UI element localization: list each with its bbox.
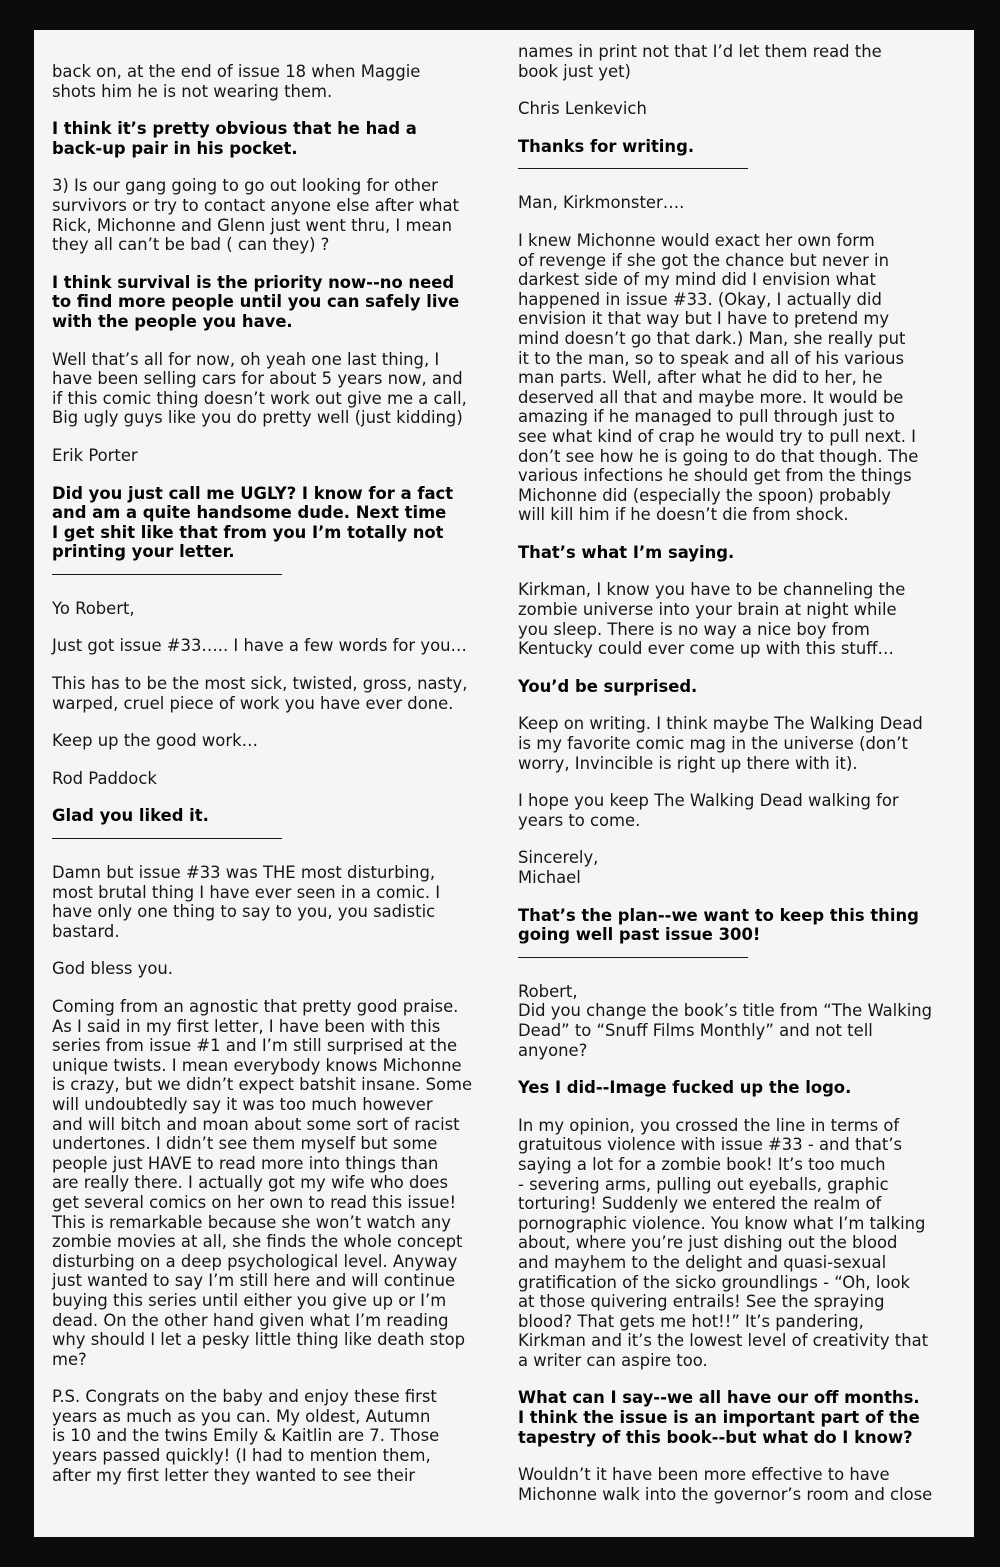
letter-paragraph: Sincerely, Michael [518,848,599,887]
editor-reply: Did you just call me UGLY? I know for a fact and am a quite handsome dude. Next time I get shit like that from you I’m totally not printing your letter. [52,483,454,562]
editor-reply: That’s the plan--we want to keep this thing going well past issue 300! [518,905,919,945]
letters-page [34,30,974,1537]
letter-paragraph: Damn but issue #33 was THE most disturbing, most brutal thing I have ever seen in a comic. I have only one thing to say to you, you sadistic bastard. [52,863,441,941]
letter-paragraph: back on, at the end of issue 18 when Maggie shots him he is not wearing them. [52,62,421,101]
letter-paragraph: I hope you keep The Walking Dead walking for years to come. [518,791,899,830]
letter-paragraph: Well that’s all for now, oh yeah one last thing, I have been selling cars for about 5 years now, and if this comic thing doesn’t work out give me a call, Big ugly guys like you do pretty well (just kidding) [52,349,467,428]
right-column [518,42,966,1504]
letter-paragraph: Erik Porter [52,445,138,465]
letter-paragraph: Wouldn’t it have been more effective to have Michonne walk into the governor’s room and close [518,1465,933,1504]
editor-reply: What can I say--we all have our off months. I think the issue is an important part of the tapestry of this book--but what do I know? [518,1388,920,1447]
letter-paragraph: names in print not that I’d let them read the book just yet) [518,42,882,81]
letter-paragraph: 3) Is our gang going to go out looking for other survivors or try to contact anyone else after what Rick, Michonne and Glenn just went thru, I mean they all can’t be bad ( can they) ? [52,176,459,255]
letter-paragraph: In my opinion, you crossed the line in terms of gratuitous violence with issue #33 - and that’s saying a lot for a zombie book! It’s too much - severing arms, pulling out eyeballs, graphic torturing! Suddenly we entered the realm of pornographic violence. You know what I’m talking about, where you’re just dishing out the blood and mayhem to the delight and quasi-sexual gratification of the sicko groundlings - “Oh, look at those quivering entrails! See the spraying blood? That gets me hot!!” It’s pandering, Kirkman and it’s the lowest level of creativity that a writer can aspire too. [518,1115,929,1370]
letter-paragraph: P.S. Congrats on the baby and enjoy these first years as much as you can. My oldest, Autumn is 10 and the twins Emily & Kaitlin are 7. Those years passed quickly! (I had to mention them, after my first letter they wanted to see their [52,1387,440,1485]
editor-reply: Thanks for writing. [518,136,695,156]
editor-reply: I think it’s pretty obvious that he had a back-up pair in his pocket. [52,119,417,158]
letter-paragraph: Robert, Did you change the book’s title from “The Walking Dead” to “Snuff Films Monthly” and not tell anyone? [518,981,933,1060]
section-divider [52,574,282,575]
left-column [52,62,492,1485]
editor-reply: Glad you liked it. [52,806,209,826]
letter-paragraph: Coming from an agnostic that pretty good praise. As I said in my first letter, I have been with this series from issue #1 and I’m still surprised at the unique twists. I mean everybody knows Michonne is crazy, but we didn’t expect batshit insane. Some will undoubtedly say it was too much however and will bitch and moan about some sort of racist undertones. I didn’t see them myself but some people just HAVE to read more into things than are really there. I actually got my wife who does get several comics on her own to read this issue! This is remarkable because she won’t watch any zombie movies at all, she finds the whole concept disturbing on a deep psychological level. Anyway just wanted to say I’m still here and will continue buying this series until either you give up or I’m dead. On the other hand given what I’m reading why should I let a pesky little thing like death stop me? [52,997,473,1369]
letter-paragraph: This has to be the most sick, twisted, gross, nasty, warped, cruel piece of work you have ever done. [52,674,468,713]
letter-paragraph: Yo Robert, [52,598,135,618]
letter-paragraph: Just got issue #33….. I have a few words for you… [52,636,467,656]
letter-paragraph: Man, Kirkmonster…. [518,193,685,213]
section-divider [518,957,748,958]
letter-paragraph: Chris Lenkevich [518,99,647,119]
letter-paragraph: Keep on writing. I think maybe The Walking Dead is my favorite comic mag in the universe (don’t worry, Invincible is right up there with it). [518,714,923,773]
section-divider [52,838,282,839]
letter-paragraph: Rod Paddock [52,768,157,788]
editor-reply: That’s what I’m saying. [518,542,735,562]
letter-paragraph: God bless you. [52,959,174,979]
section-divider [518,168,748,169]
letter-paragraph: I knew Michonne would exact her own form of revenge if she got the chance but never in darkest side of my mind did I envision what happened in issue #33. (Okay, I actually did envision it that way but I have to pretend my mind doesn’t go that dark.) Man, she really put it to the man, so to speak and all of his various man parts. Well, after what he did to her, he deserved all that and maybe more. It would be amazing if he managed to pull through just to see what kind of crap he would try to pull next. I don’t see how he is going to do that though. The various infections he should get from the things Michonne did (especially the spoon) probably will kill him if he doesn’t die from shock. [518,230,919,525]
editor-reply: I think survival is the priority now--no need to find more people until you can safely live with the people you have. [52,272,460,331]
editor-reply: You’d be surprised. [518,676,698,696]
letter-paragraph: Keep up the good work… [52,731,258,751]
letter-paragraph: Kirkman, I know you have to be channeling the zombie universe into your brain at night while you sleep. There is no way a nice boy from Kentucky could ever come up with this stuff… [518,580,906,659]
editor-reply: Yes I did--Image fucked up the logo. [518,1078,852,1098]
